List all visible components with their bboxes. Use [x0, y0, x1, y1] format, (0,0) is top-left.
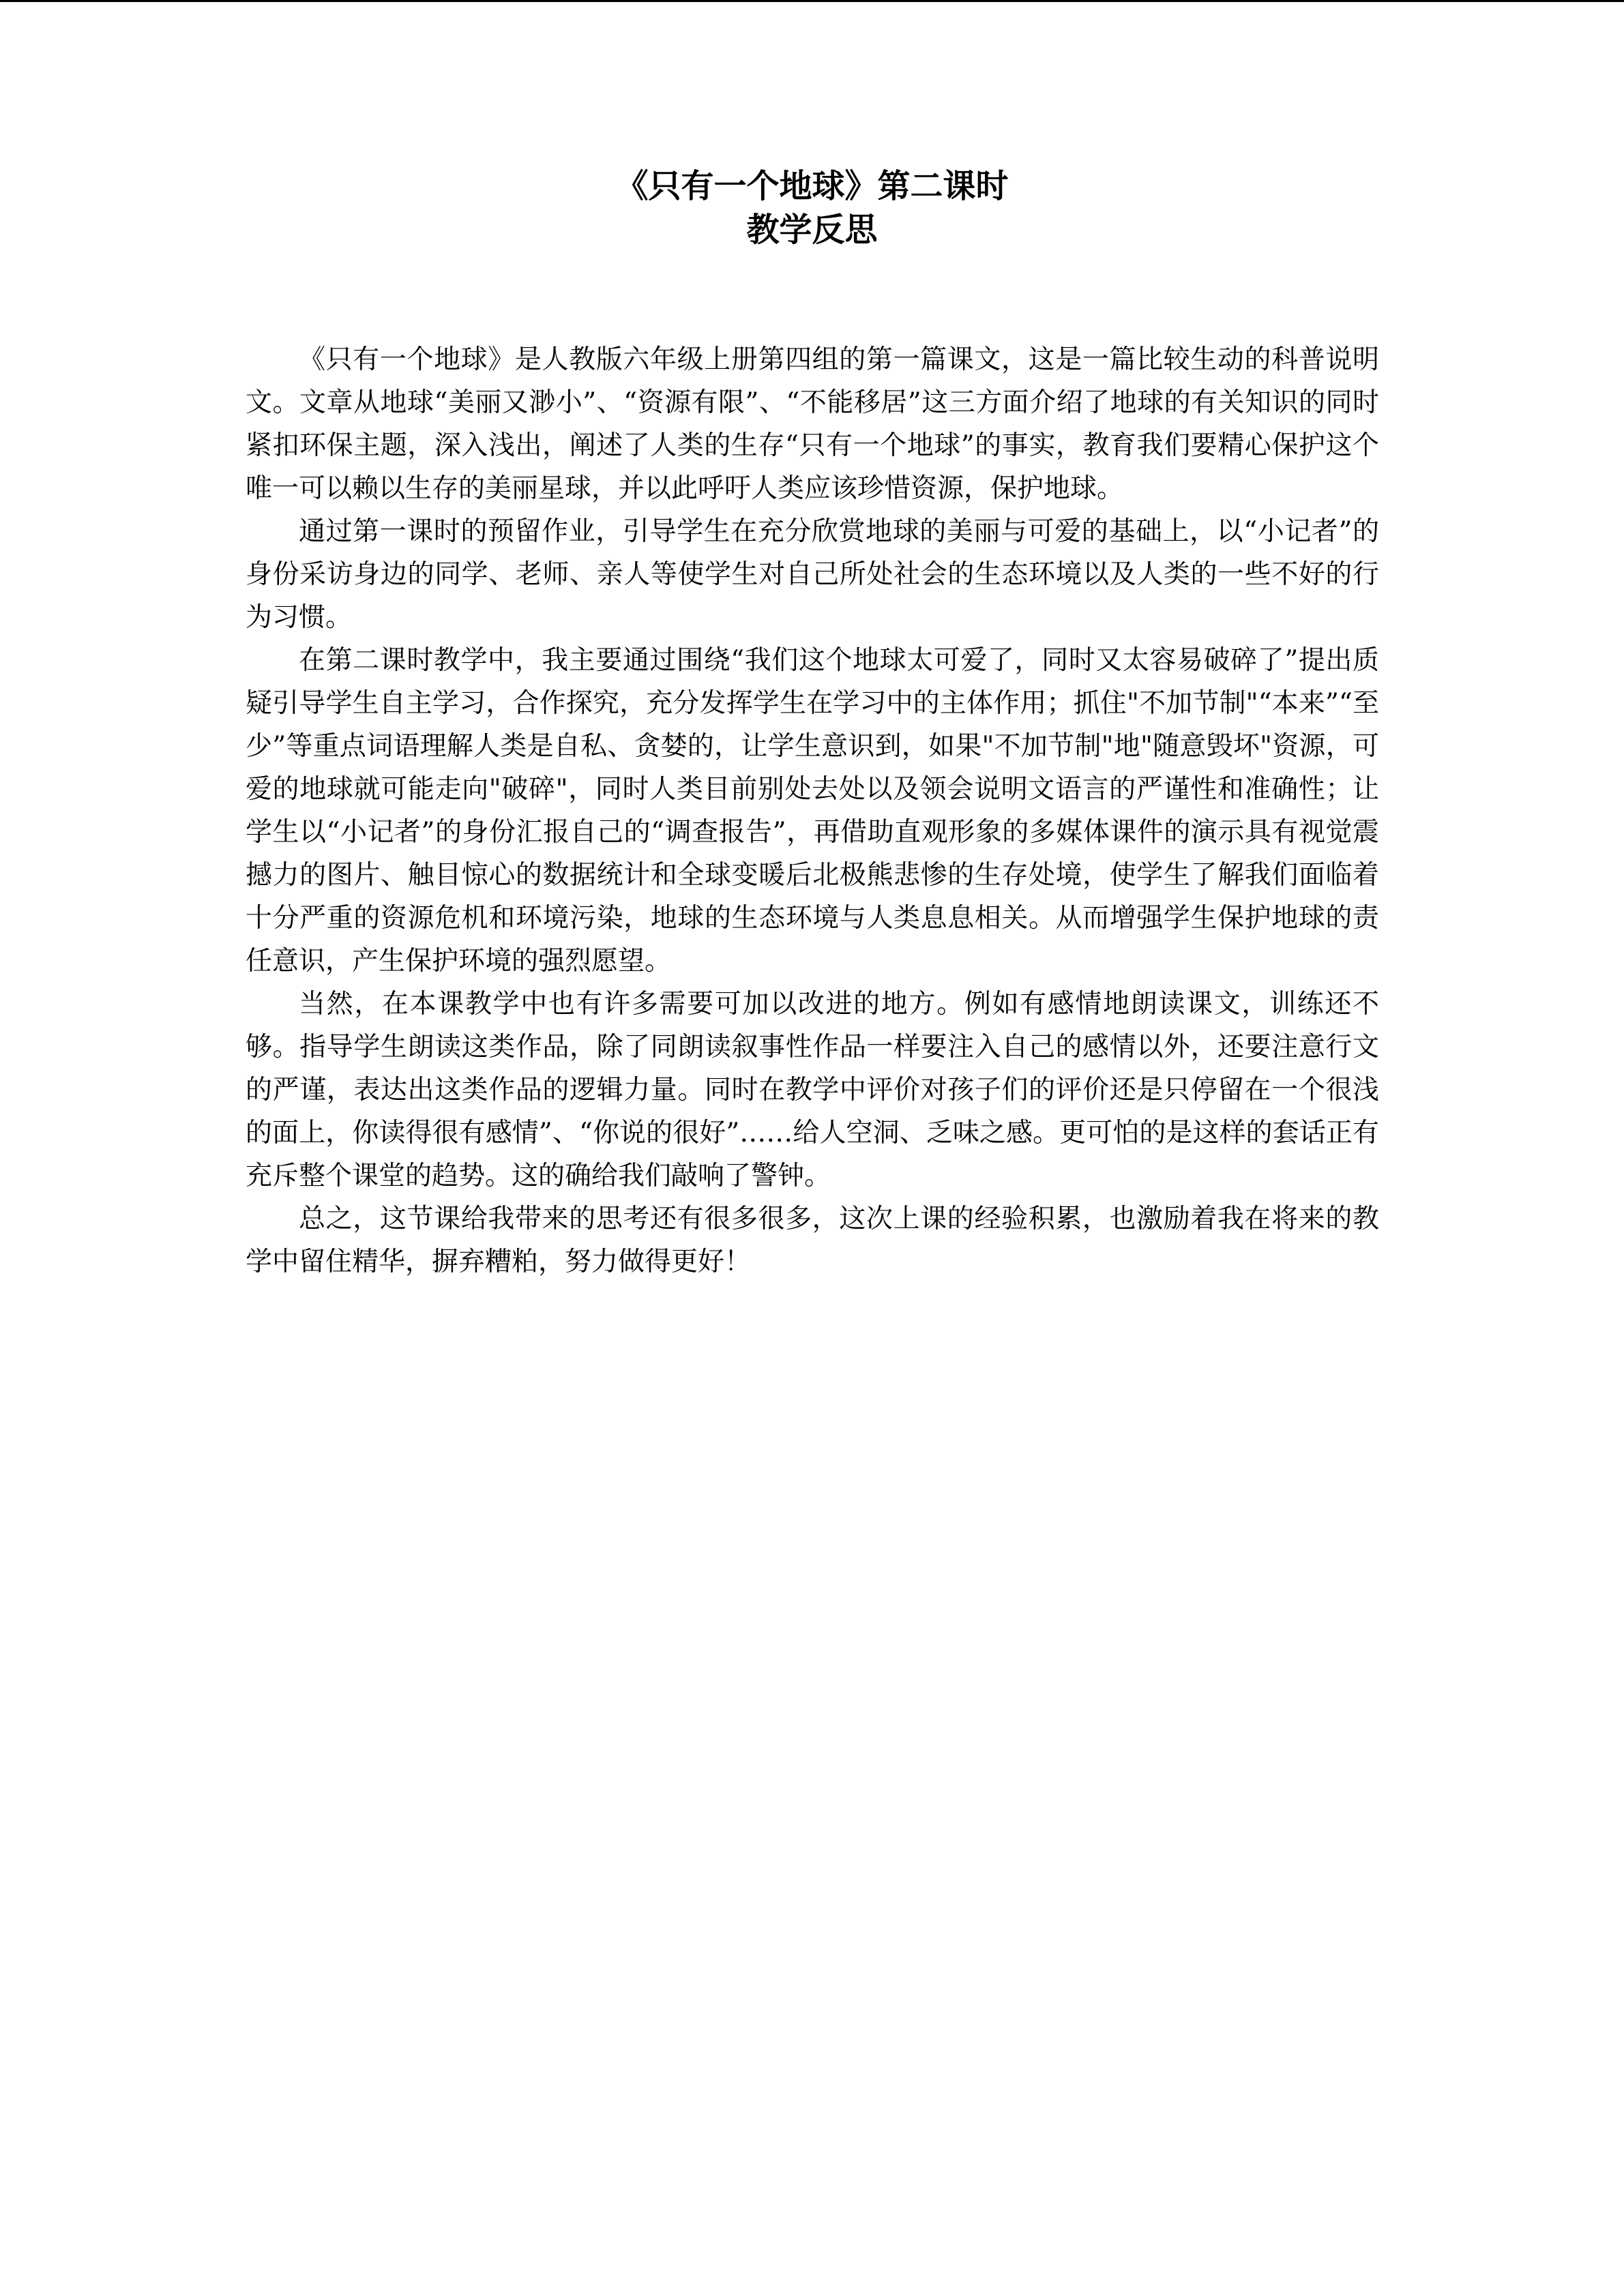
title-block	[0, 164, 1624, 252]
paragraph: 《只有一个地球》是人教版六年级上册第四组的第一篇课文，这是一篇比较生动的科普说明文。文章从地球“美丽又渺小”、“资源有限”、“不能移居”这三方面介绍了地球的有关知识的同时紧扣环保主题，深入浅出，阐述了人类的生存“只有一个地球”的事实，教育我们要精心保护这个唯一可以赖以生存的美丽星球，并以此呼吁人类应该珍惜资源，保护地球。	[246, 344, 1379, 504]
paragraph: 通过第一课时的预留作业，引导学生在充分欣赏地球的美丽与可爱的基础上，以“小记者”的身份采访身边的同学、老师、亲人等使学生对自己所处社会的生态环境以及人类的一些不好的行为习惯。	[246, 516, 1379, 633]
paragraph: 在第二课时教学中，我主要通过围绕“我们这个地球太可爱了，同时又太容易破碎了”提出质疑引导学生自主学习，合作探究，充分发挥学生在学习中的主体作用；抓住"不加节制"“本来”“至少”等重点词语理解人类是自私、贪婪的，让学生意识到，如果"不加节制"地"随意毁坏"资源，可爱的地球就可能走向"破碎"，同时人类目前别处去处以及领会说明文语言的严谨性和准确性；让学生以“小记者”的身份汇报自己的“调查报告”，再借助直观形象的多媒体课件的演示具有视觉震撼力的图片、触目惊心的数据统计和全球变暖后北极熊悲惨的生存处境，使学生了解我们面临着十分严重的资源危机和环境污染，地球的生态环境与人类息息相关。从而增强学生保护地球的责任意识，产生保护环境的强烈愿望。	[246, 645, 1379, 976]
paragraph: 总之，这节课给我带来的思考还有很多很多，这次上课的经验积累，也激励着我在将来的教学中留住精华，摒弃糟粕，努力做得更好！	[246, 1204, 1379, 1277]
page-title: 《只有一个地球》第二课时	[615, 167, 1009, 205]
page-subtitle: 教学反思	[746, 211, 878, 249]
paragraph: 当然，在本课教学中也有许多需要可加以改进的地方。例如有感情地朗读课文，训练还不够。指导学生朗读这类作品，除了同朗读叙事性作品一样要注入自己的感情以外，还要注意行文的严谨，表达出这类作品的逻辑力量。同时在教学中评价对孩子们的评价还是只停留在一个很浅的面上，你读得很有感情”、“你说的很好”……给人空洞、乏味之感。更可怕的是这样的套话正有充斥整个课堂的趋势。这的确给我们敲响了警钟。	[246, 989, 1379, 1191]
body-text	[246, 338, 1379, 1283]
